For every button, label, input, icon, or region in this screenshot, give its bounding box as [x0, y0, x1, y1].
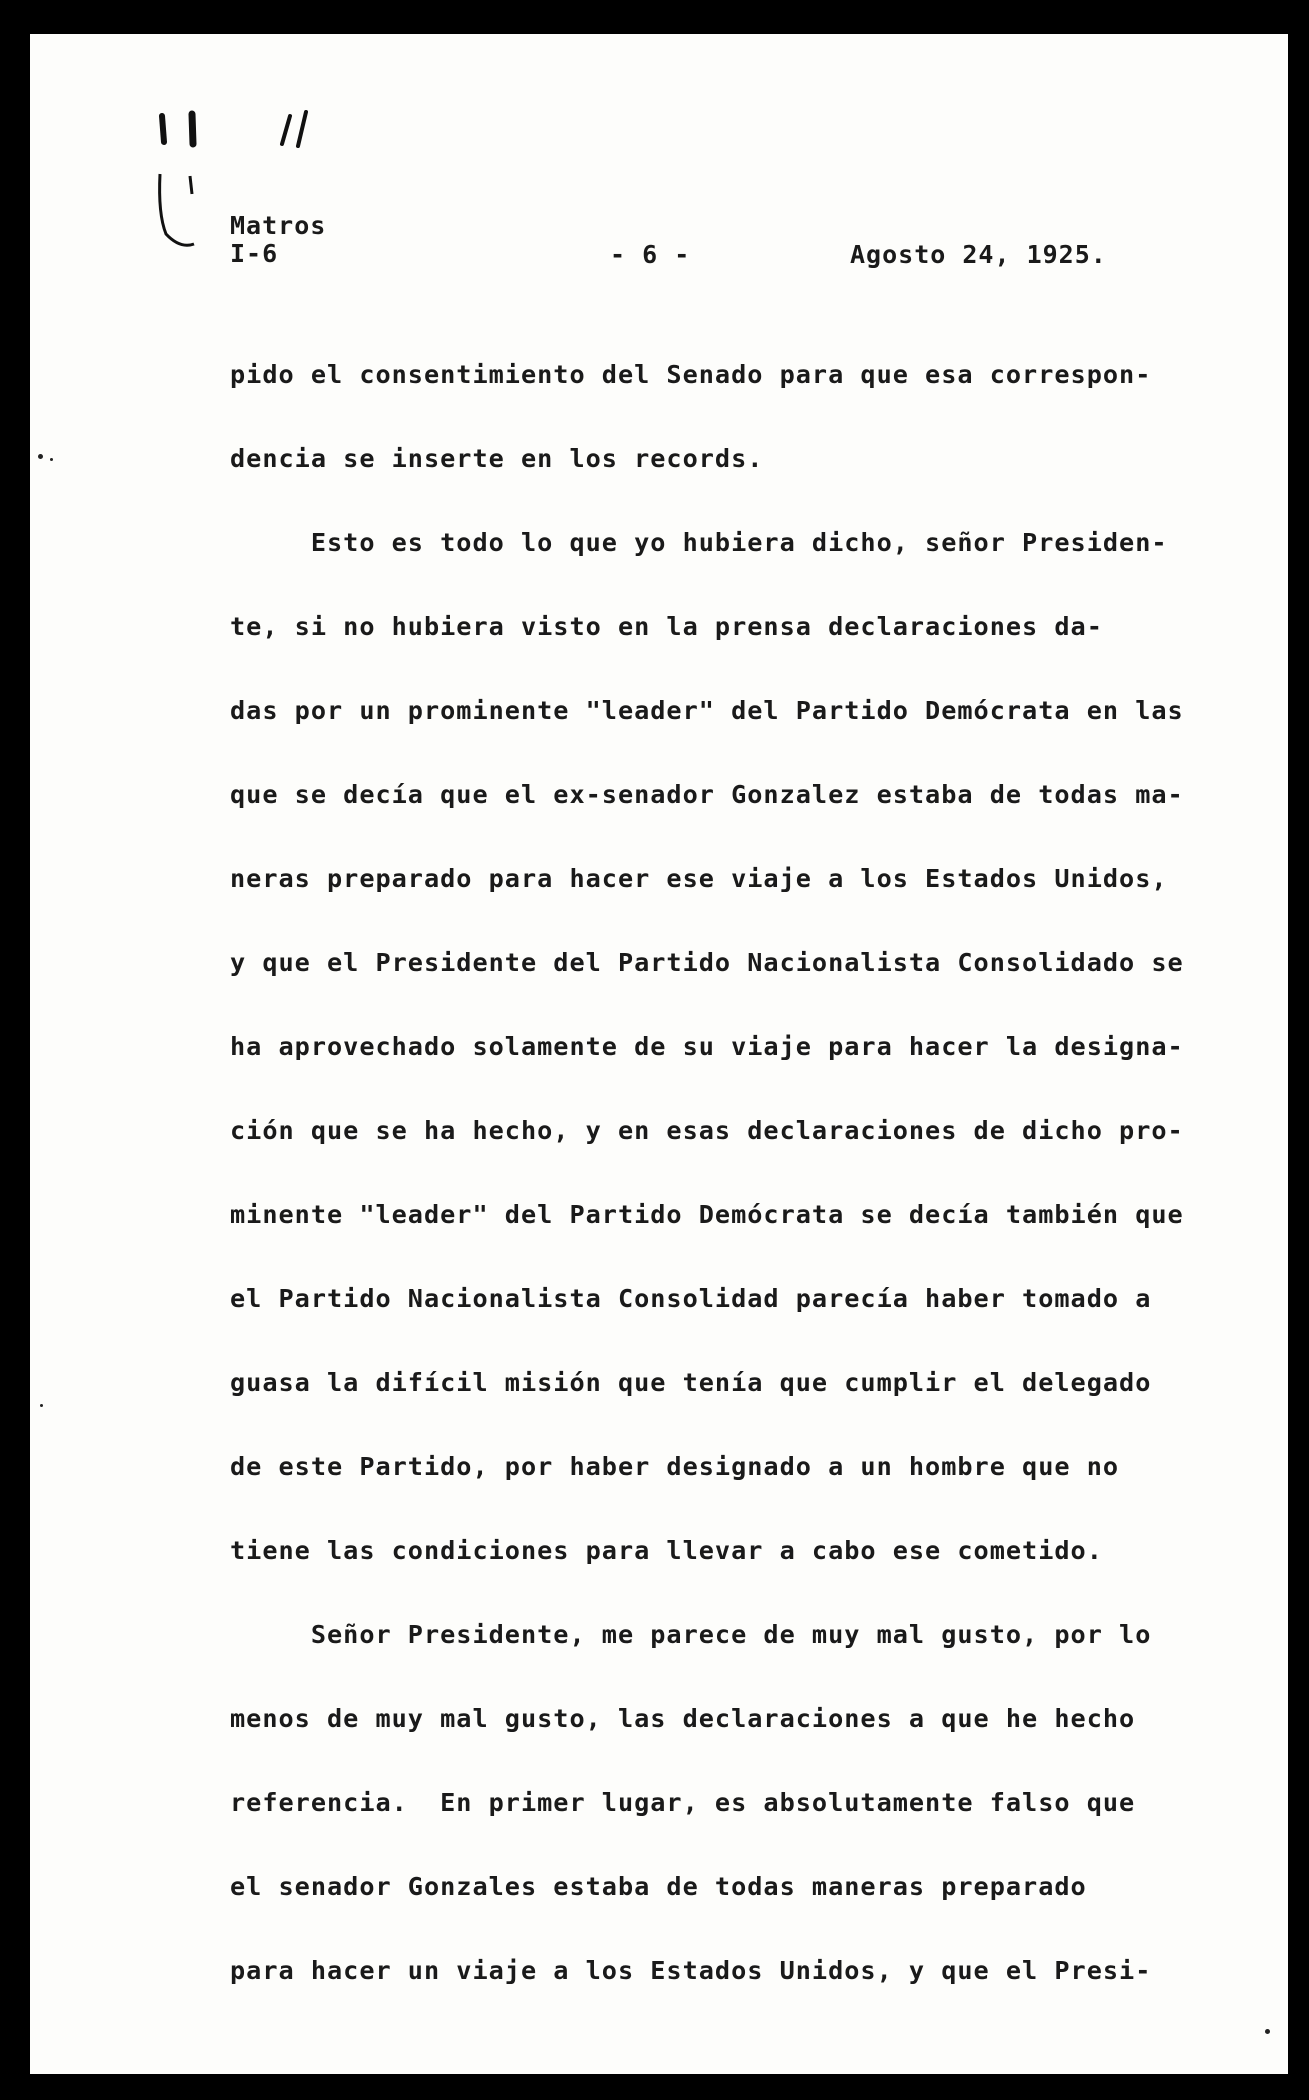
document-reference: [230, 212, 326, 268]
body-line: Esto es todo lo que yo hubiera dicho, señor Presiden-: [230, 528, 1168, 557]
body-line: referencia. En primer lugar, es absolutamente falso que: [230, 1788, 1136, 1817]
body-line: para hacer un viaje a los Estados Unidos, y que el Presi-: [230, 1956, 1152, 1985]
body-line: minente "leader" del Partido Demócrata se decía también que: [230, 1200, 1184, 1229]
body-line: tiene las condiciones para llevar a cabo ese cometido.: [230, 1536, 1103, 1565]
body-line: ción que se ha hecho, y en esas declaraciones de dicho pro-: [230, 1116, 1184, 1145]
body-line: que se decía que el ex-senador Gonzalez estaba de todas ma-: [230, 780, 1184, 809]
body-line: y que el Presidente del Partido Nacionalista Consolidado se: [230, 948, 1184, 977]
document-page: [30, 34, 1288, 2074]
paper-speck: [40, 1404, 43, 1407]
body-line: guasa la difícil misión que tenía que cumplir el delegado: [230, 1368, 1152, 1397]
body-line: Señor Presidente, me parece de muy mal gusto, por lo: [230, 1620, 1152, 1649]
page-number: - 6 -: [610, 240, 691, 269]
reference-line-2: I-6: [230, 239, 279, 268]
body-line: de este Partido, por haber designado a un hombre que no: [230, 1452, 1120, 1481]
body-line: menos de muy mal gusto, las declaraciones a que he hecho: [230, 1704, 1136, 1733]
paper-speck: [38, 454, 43, 459]
body-line: el senador Gonzales estaba de todas maneras preparado: [230, 1872, 1087, 1901]
body-line: ha aprovechado solamente de su viaje para hacer la designa-: [230, 1032, 1184, 1061]
body-line: das por un prominente "leader" del Partido Demócrata en las: [230, 696, 1184, 725]
body-line: el Partido Nacionalista Consolidad parecía haber tomado a: [230, 1284, 1152, 1313]
document-date: Agosto 24, 1925.: [850, 240, 1107, 269]
paper-speck: [1265, 2029, 1270, 2034]
body-line: dencia se inserte en los records.: [230, 444, 764, 473]
body-line: te, si no hubiera visto en la prensa declaraciones da-: [230, 612, 1103, 641]
body-line: neras preparado para hacer ese viaje a los Estados Unidos,: [230, 864, 1168, 893]
paper-speck: [50, 458, 53, 461]
body-line: pido el consentimiento del Senado para que esa correspon-: [230, 360, 1152, 389]
reference-line-1: Matros: [230, 211, 327, 240]
